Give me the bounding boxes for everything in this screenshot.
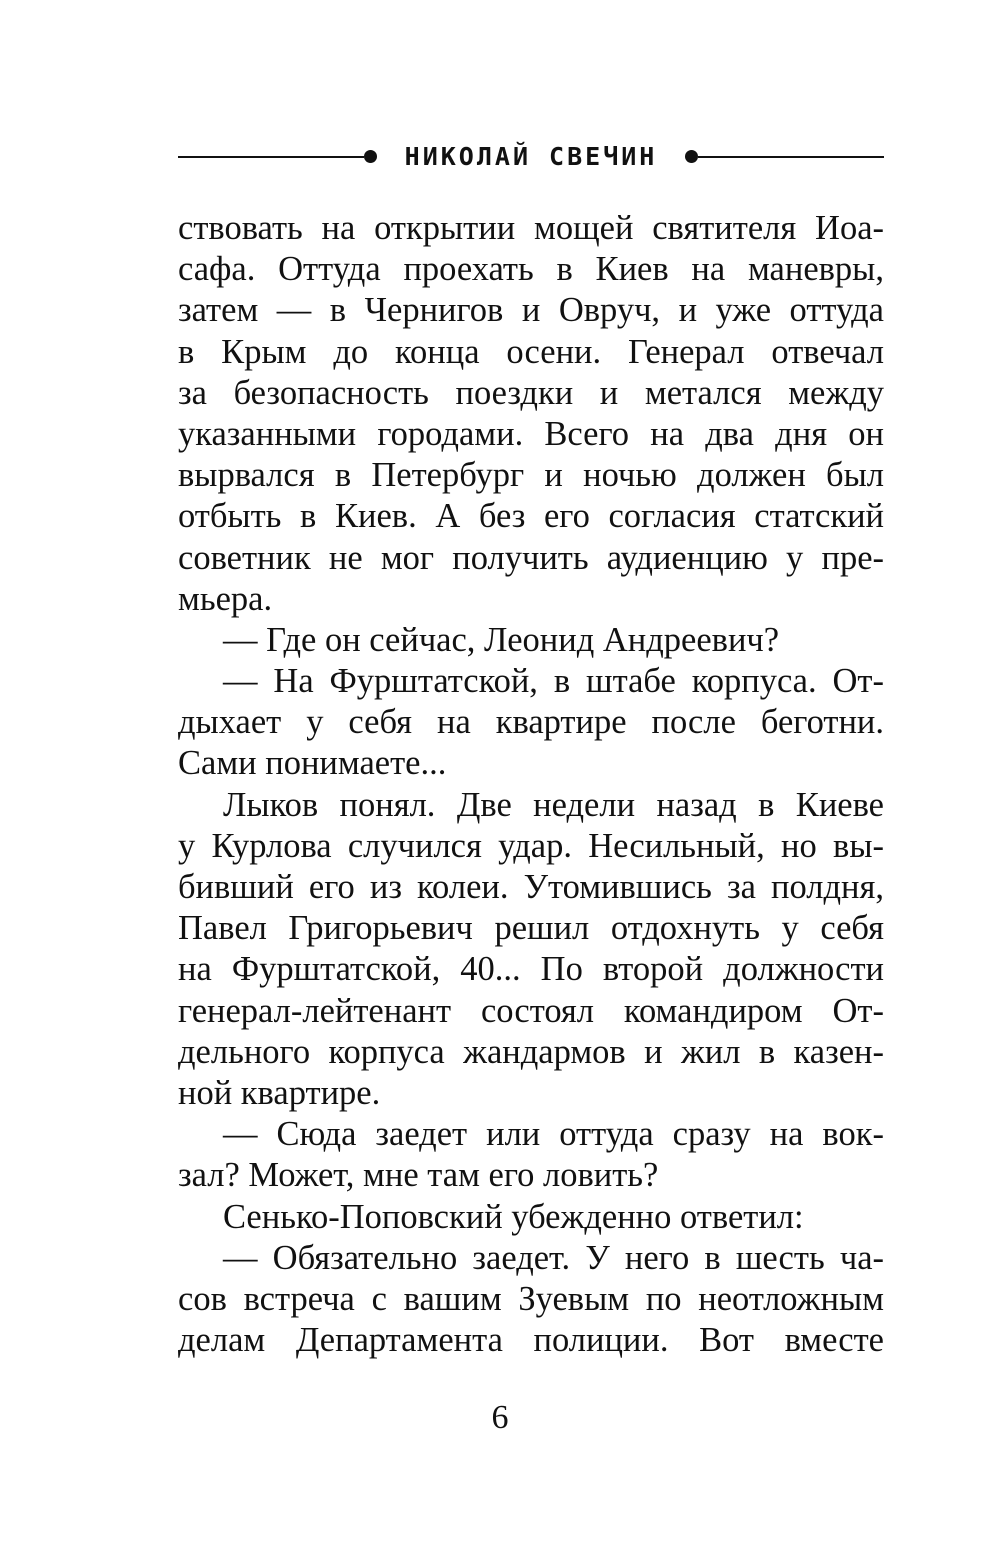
page-number: 6 (491, 1399, 509, 1436)
text-line: в Крым до конца осени. Генерал отвечал (178, 332, 884, 371)
text-line: мьера. (178, 579, 273, 618)
text-line: ной квартире. (178, 1073, 381, 1112)
text-line: вырвался в Петербург и ночью должен был (178, 456, 884, 495)
text-line: — Где он сейчас, Леонид Андреевич? (223, 620, 780, 659)
text-line: дыхает у себя на квартире после беготни. (178, 703, 884, 742)
text-line: — Сюда заедет или оттуда сразу на вок- (223, 1115, 884, 1154)
text-line: делам Департамента полиции. Вот вместе (178, 1321, 884, 1360)
text-line: ствовать на открытии мощей святителя Иоа- (178, 209, 884, 247)
text-line: зал? Может, мне там его ловить? (178, 1156, 659, 1195)
text-line: бивший его из колеи. Утомившись за полдня, (178, 868, 884, 906)
text-line: советник не мог получить аудиенцию у пре- (178, 538, 884, 577)
text-line: Павел Григорьевич решил отдохнуть у себя (178, 909, 884, 948)
header-rule-right (698, 156, 884, 158)
text-line: Сами понимаете... (178, 744, 447, 783)
text-line: затем — в Чернигов и Овруч, и уже оттуда (178, 291, 884, 330)
body-text (178, 208, 884, 1361)
running-header (178, 140, 884, 176)
text-line: указанными городами. Всего на два дня он (178, 414, 884, 453)
text-line: Сенько-Поповский убежденно ответил: (223, 1197, 804, 1236)
text-line: — На Фурштатской, в штабе корпуса. От- (223, 662, 884, 701)
text-line: сафа. Оттуда проехать в Киев на маневры, (178, 250, 884, 289)
text-line: Лыков понял. Две недели назад в Киеве (223, 785, 884, 824)
text-line: — Обязательно заедет. У него в шесть ча- (223, 1238, 884, 1277)
text-line: на Фурштатской, 40... По второй должности (178, 950, 884, 989)
text-line: за безопасность поездки и метался между (178, 373, 884, 412)
text-line: генерал-лейтенант состоял командиром От- (178, 991, 884, 1030)
author-name: НИКОЛАЙ СВЕЧИН (404, 142, 658, 171)
text-line: дельного корпуса жандармов и жил в казен- (178, 1032, 884, 1071)
text-line: отбыть в Киев. А без его согласия статский (178, 497, 884, 536)
header-bullet-right-icon (685, 150, 698, 163)
text-line: у Курлова случился удар. Несильный, но вы- (178, 826, 884, 865)
text-line: сов встреча с вашим Зуевым по неотложным (178, 1279, 884, 1318)
